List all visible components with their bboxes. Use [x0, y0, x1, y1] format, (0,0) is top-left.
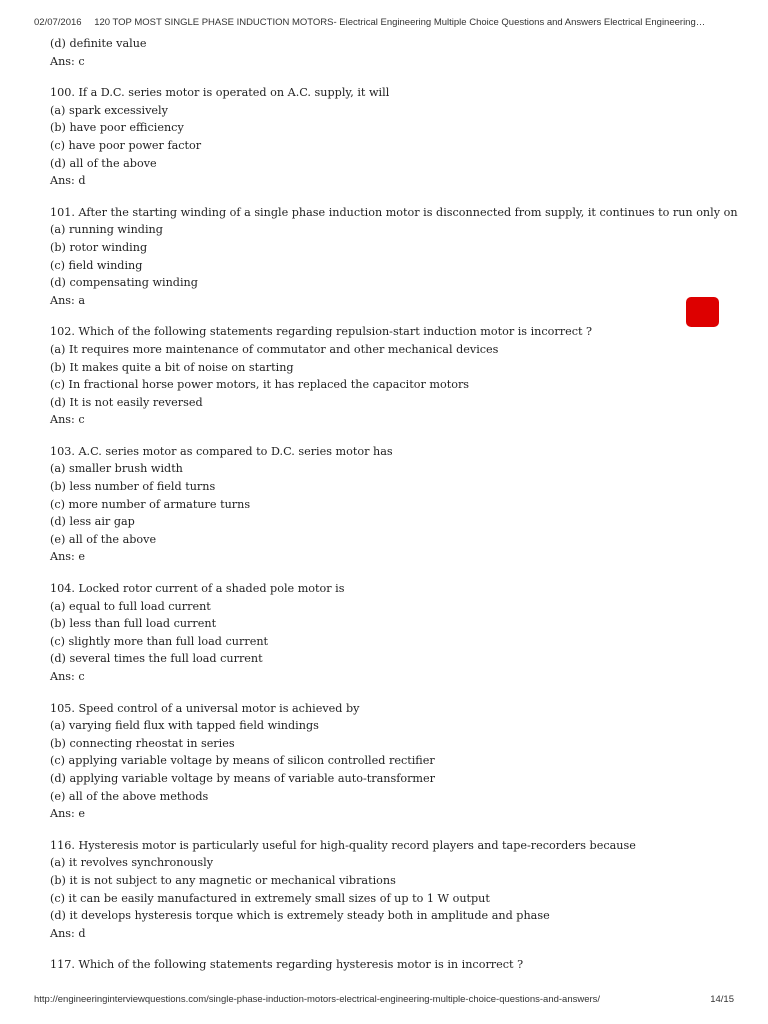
option-text: (a) running winding — [50, 223, 163, 237]
answer-text: Ans: d — [50, 926, 86, 940]
page-url: http://engineeringinterviewquestions.com/single-phase-induction-motors-electrical-engineering-multiple-choice-questions-and-answers/ — [34, 994, 601, 1005]
option-text: (b) connecting rheostat in series — [50, 736, 235, 750]
option-text: (e) all of the above methods — [50, 789, 209, 803]
page-header — [34, 17, 734, 28]
option-text: (b) It makes quite a bit of noise on starting — [50, 360, 294, 374]
question-block — [50, 84, 740, 190]
option-text: (c) field winding — [50, 258, 143, 272]
answer-text: Ans: c — [50, 413, 85, 427]
option-text: (a) spark excessively — [50, 103, 168, 117]
option-text: (d) less air gap — [50, 515, 135, 529]
floating-action-button[interactable] — [686, 297, 719, 327]
option-text: (a) equal to full load current — [50, 599, 211, 613]
question-text: 103. A.C. series motor as compared to D.C. series motor has — [50, 444, 393, 458]
question-block — [50, 443, 740, 566]
question-text: 104. Locked rotor current of a shaded pole motor is — [50, 582, 345, 596]
option-text: (d) compensating winding — [50, 276, 198, 290]
document-title: 120 TOP MOST SINGLE PHASE INDUCTION MOTORS- Electrical Engineering Multiple Choice Questions and Answers Electrical Engineering… — [94, 17, 706, 28]
answer-text: Ans: e — [50, 550, 85, 564]
answer-text: Ans: a — [50, 293, 86, 307]
option-text: (b) it is not subject to any magnetic or mechanical vibrations — [50, 873, 396, 887]
question-text: 105. Speed control of a universal motor is achieved by — [50, 701, 360, 715]
option-text: (b) less number of field turns — [50, 480, 216, 494]
question-text: 101. After the starting winding of a single phase induction motor is disconnected from supply, it continues to run only on — [50, 205, 738, 219]
answer-text: Ans: d — [50, 174, 86, 188]
question-block — [50, 580, 740, 686]
option-text: (d) It is not easily reversed — [50, 395, 203, 409]
option-text: (c) it can be easily manufactured in extremely small sizes of up to 1 W output — [50, 891, 490, 905]
option-text: (e) all of the above — [50, 532, 157, 546]
previous-question-tail — [50, 35, 740, 70]
page-number: 14/15 — [710, 994, 734, 1005]
option-text: (d) all of the above — [50, 156, 157, 170]
question-block — [50, 204, 740, 310]
option-text: (b) rotor winding — [50, 240, 148, 254]
option-text: (d) applying variable voltage by means of variable auto-transformer — [50, 771, 436, 785]
option-text: (c) applying variable voltage by means of silicon controlled rectifier — [50, 754, 435, 768]
print-date: 02/07/2016 — [34, 17, 82, 28]
question-text: 102. Which of the following statements regarding repulsion-start induction motor is incorrect ? — [50, 325, 593, 339]
option-text: (a) smaller brush width — [50, 462, 183, 476]
answer-text: Ans: c — [50, 670, 85, 683]
question-text: 100. If a D.C. series motor is operated on A.C. supply, it will — [50, 86, 390, 100]
question-block — [50, 837, 740, 943]
option-text: (d) several times the full load current — [50, 652, 263, 666]
question-text: 116. Hysteresis motor is particularly useful for high-quality record players and tape-recorders because — [50, 838, 636, 852]
option-text: (b) less than full load current — [50, 617, 217, 631]
question-list — [50, 84, 740, 974]
option-text: (c) In fractional horse power motors, it has replaced the capacitor motors — [50, 378, 470, 392]
question-block — [50, 323, 740, 429]
option-text: (c) slightly more than full load current — [50, 634, 269, 648]
option-text: (a) varying field flux with tapped field windings — [50, 719, 319, 733]
option-text: (c) have poor power factor — [50, 138, 202, 152]
question-block — [50, 700, 740, 823]
question-block — [50, 956, 740, 974]
option-text: (c) more number of armature turns — [50, 497, 251, 511]
question-content — [50, 35, 740, 988]
option-text: (d) it develops hysteresis torque which is extremely steady both in amplitude and phase — [50, 909, 550, 923]
question-text: 117. Which of the following statements regarding hysteresis motor is in incorrect ? — [50, 958, 524, 972]
option-text: (d) definite value — [50, 37, 147, 50]
answer-text: Ans: c — [50, 54, 85, 68]
answer-text: Ans: e — [50, 807, 85, 821]
option-text: (a) it revolves synchronously — [50, 856, 214, 870]
page-footer — [34, 994, 734, 1005]
option-text: (b) have poor efficiency — [50, 121, 184, 135]
option-text: (a) It requires more maintenance of commutator and other mechanical devices — [50, 342, 499, 356]
